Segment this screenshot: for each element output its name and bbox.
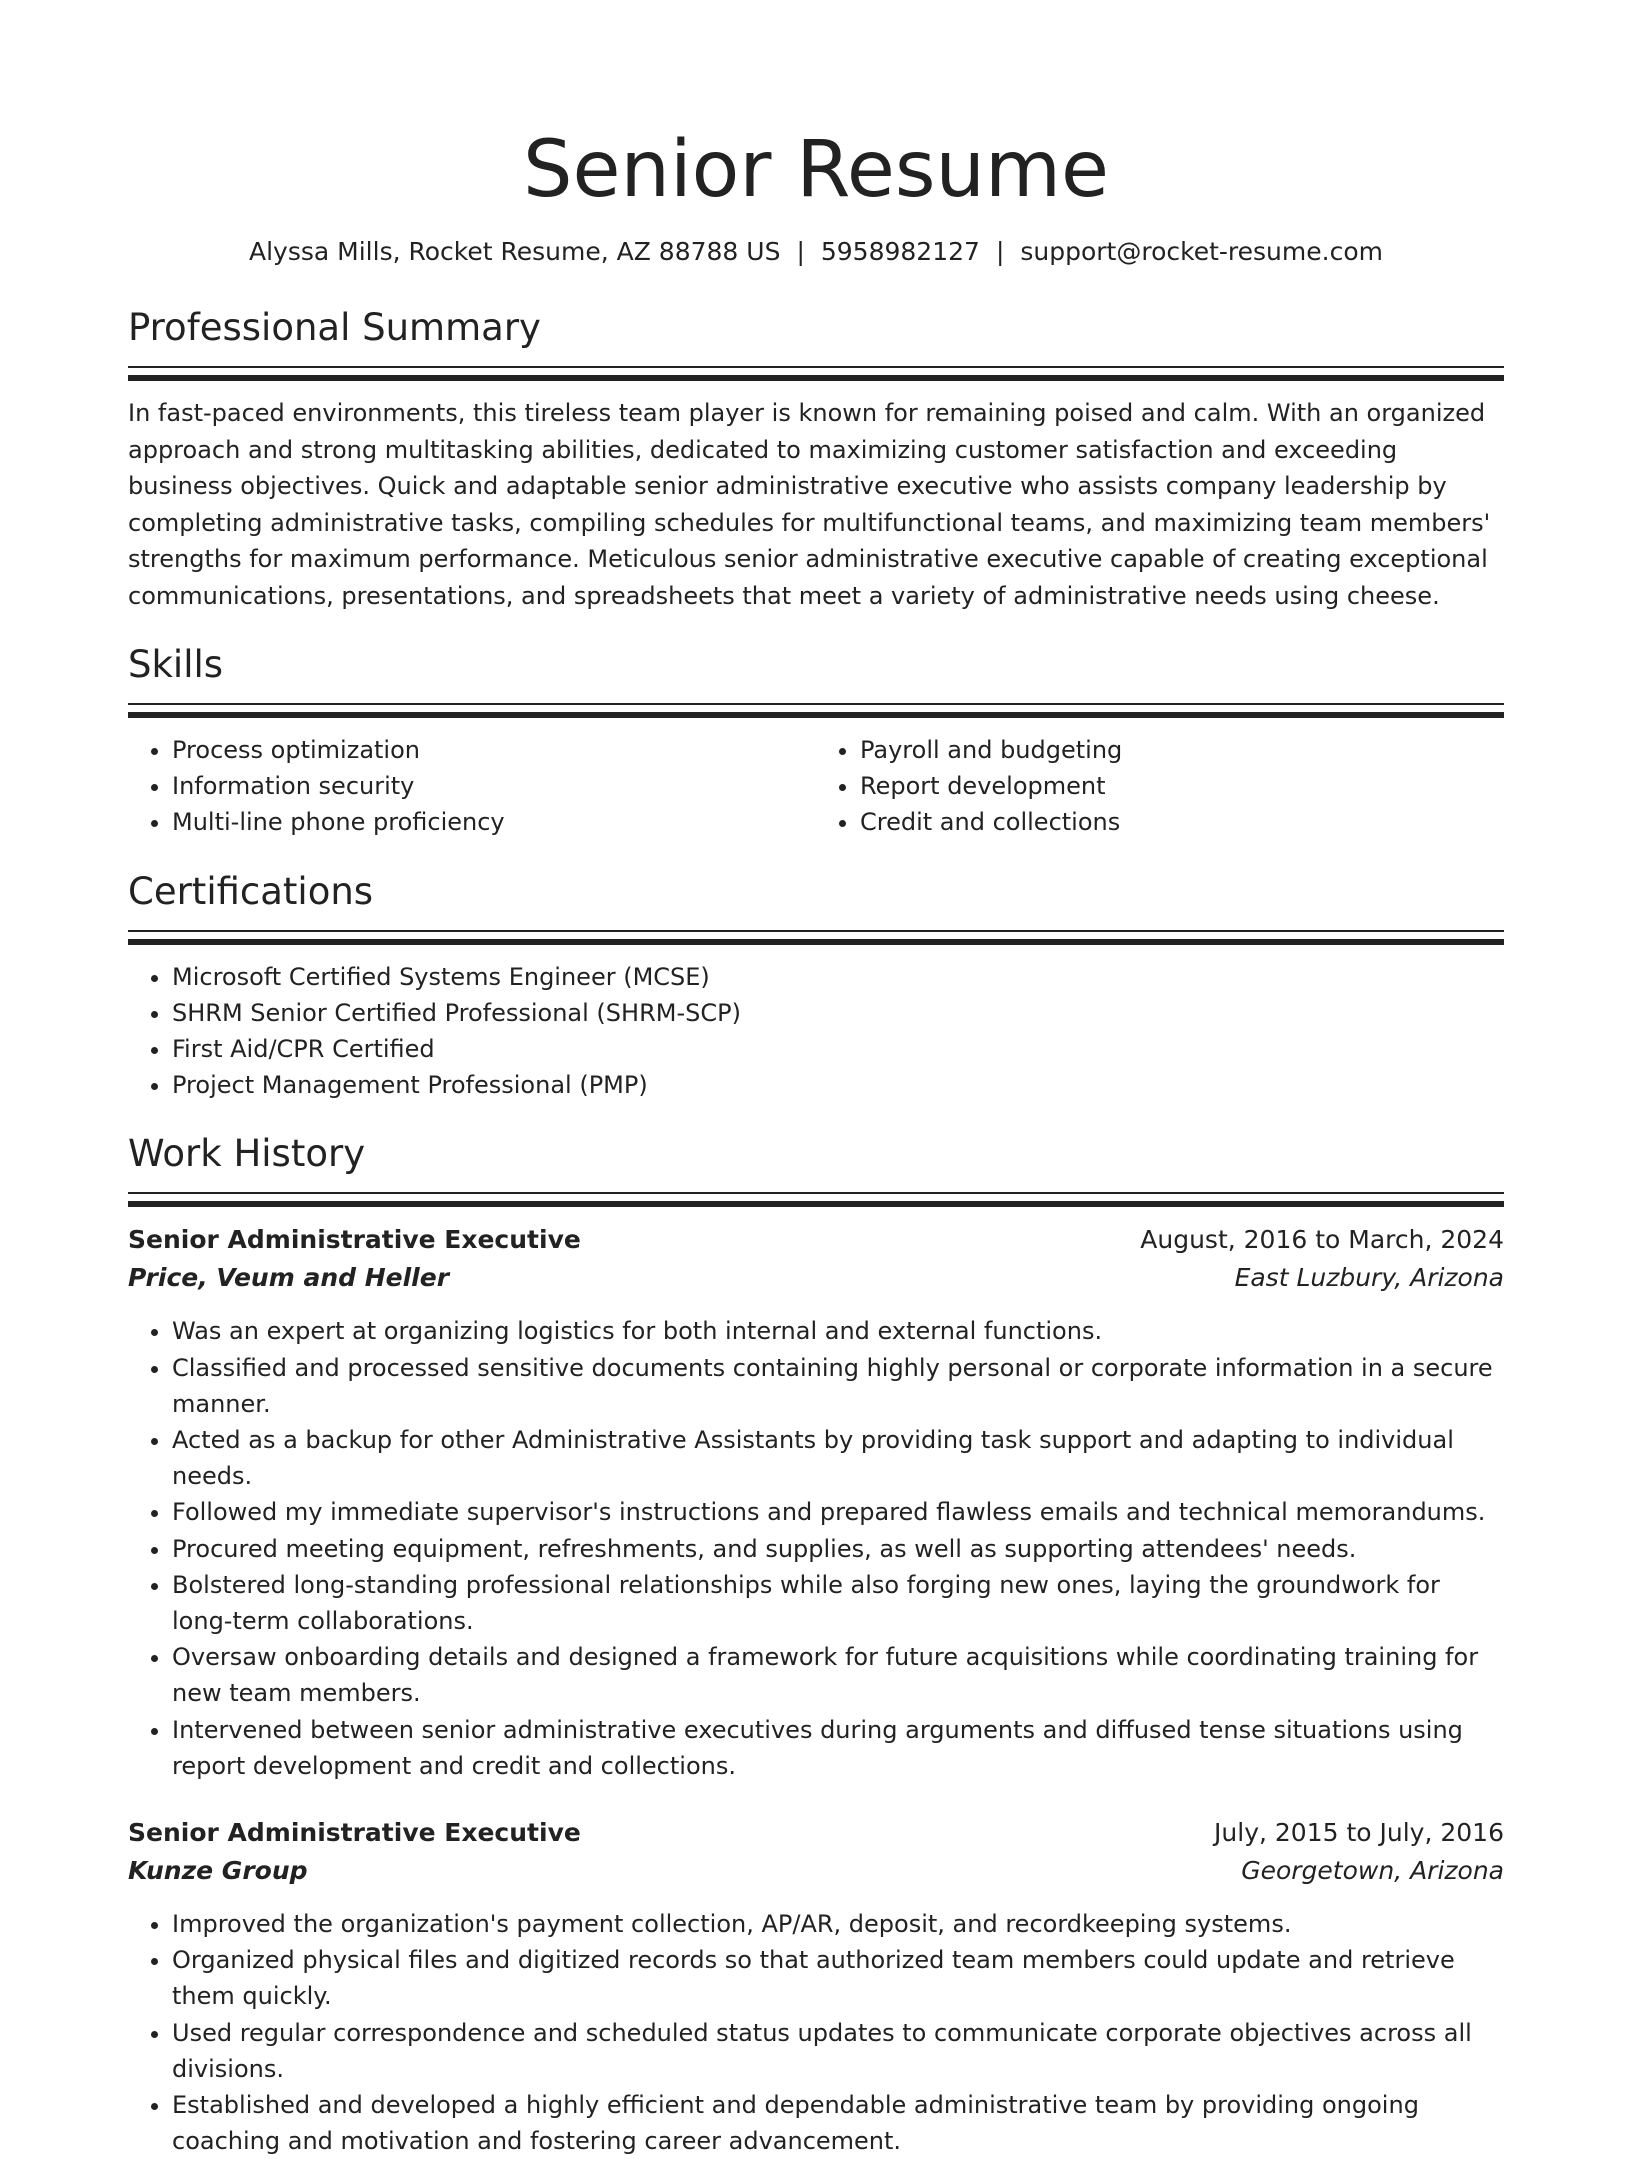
job-dates: August, 2016 to March, 2024	[1140, 1225, 1504, 1255]
contact-separator: |	[796, 237, 805, 266]
certifications-heading: Certifications	[128, 869, 374, 913]
section-divider	[128, 930, 1504, 945]
skill-item: • Credit and collections	[860, 804, 1504, 840]
skills-list-left	[128, 732, 816, 841]
job-bullet: • Organized physical files and digitized records so that authorized team members could update and retrieve them quickly.	[172, 1942, 1504, 2014]
job-bullet: • Intervened between senior administrative executives during arguments and diffused tense situations using report development and credit and collections.	[172, 1712, 1504, 1784]
skills-grid	[128, 732, 1504, 841]
certification-item: • First Aid/CPR Certified	[172, 1031, 1504, 1067]
work-history-heading: Work History	[128, 1132, 366, 1176]
certifications-section	[128, 868, 1504, 1104]
job-bullet: • Classified and processed sensitive documents containing highly personal or corporate information in a secure manner.	[172, 1350, 1504, 1422]
job-entry	[128, 1221, 1504, 1784]
work-history-section	[128, 1130, 1504, 2159]
skills-section	[128, 641, 1504, 841]
job-bullet: • Used regular correspondence and scheduled status updates to communicate corporate objectives across all divisions.	[172, 2015, 1504, 2087]
skills-list-right	[816, 732, 1504, 841]
job-bullets	[128, 1313, 1504, 1784]
skill-item: • Information security	[172, 768, 816, 804]
job-bullet: • Bolstered long-standing professional relationships while also forging new ones, laying the groundwork for long-term collaborations.	[172, 1567, 1504, 1639]
job-title: Senior Administrative Executive	[128, 1225, 581, 1255]
section-divider	[128, 703, 1504, 718]
job-bullet: • Improved the organization's payment collection, AP/AR, deposit, and recordkeeping systems.	[172, 1906, 1504, 1942]
contact-separator: |	[995, 237, 1005, 266]
job-header-row	[128, 1814, 1504, 1852]
job-header-row	[128, 1221, 1504, 1259]
job-bullet: • Established and developed a highly efficient and dependable administrative team by providing ongoing coaching and motivation and fostering career advancement.	[172, 2087, 1504, 2159]
job-bullet: • Followed my immediate supervisor's instructions and prepared flawless emails and technical memorandums.	[172, 1494, 1504, 1530]
job-bullet: • Was an expert at organizing logistics for both internal and external functions.	[172, 1313, 1504, 1349]
contact-email: support@rocket-resume.com	[1020, 237, 1383, 266]
skills-heading: Skills	[128, 643, 224, 686]
job-dates: July, 2015 to July, 2016	[1214, 1818, 1504, 1848]
resume-title: Senior Resume	[523, 125, 1109, 215]
job-company: Kunze Group	[128, 1856, 308, 1886]
skill-item: • Report development	[860, 768, 1504, 804]
section-divider	[128, 366, 1504, 381]
job-bullets	[128, 1906, 1504, 2159]
job-location: Georgetown, Arizona	[1241, 1856, 1504, 1886]
section-divider	[128, 1192, 1504, 1207]
job-bullet: • Acted as a backup for other Administrative Assistants by providing task support and adapting to individual needs.	[172, 1422, 1504, 1494]
skill-item: • Multi-line phone proficiency	[172, 804, 816, 840]
job-company: Price, Veum and Heller	[128, 1263, 450, 1293]
certification-item: • SHRM Senior Certified Professional (SHRM-SCP)	[172, 995, 1504, 1031]
job-title: Senior Administrative Executive	[128, 1818, 581, 1848]
skill-item: • Process optimization	[172, 732, 816, 768]
certification-item: • Project Management Professional (PMP)	[172, 1067, 1504, 1103]
job-bullet: • Oversaw onboarding details and designed a framework for future acquisitions while coordinating training for new team members.	[172, 1639, 1504, 1711]
summary-heading: Professional Summary	[128, 306, 541, 349]
job-subheader-row	[128, 1852, 1504, 1890]
job-subheader-row	[128, 1259, 1504, 1297]
summary-text: In fast-paced environments, this tireless team player is known for remaining poised and calm. With an organized approach and strong multitasking abilities, dedicated to maximizing customer satisfaction and exceeding business objectives. Quick and adaptable senior administrative executive who assists company leadership by completing administrative tasks, compiling schedules for multifunctional teams, and maximizing team members' strengths for maximum performance. Meticulous senior administrative executive capable of creating exceptional communications, presentations, and spreadsheets that meet a variety of administrative needs using cheese.	[128, 399, 1491, 610]
contact-address: Alyssa Mills, Rocket Resume, AZ 88788 US	[249, 237, 781, 266]
job-location: East Luzbury, Arizona	[1234, 1263, 1504, 1293]
summary-section	[128, 304, 1504, 614]
certifications-list	[128, 959, 1504, 1104]
certification-item: • Microsoft Certified Systems Engineer (MCSE)	[172, 959, 1504, 995]
contact-phone: 5958982127	[820, 237, 980, 266]
job-bullet: • Procured meeting equipment, refreshments, and supplies, as well as supporting attendees' needs.	[172, 1531, 1504, 1567]
job-entry	[128, 1814, 1504, 2159]
contact-line	[128, 232, 1504, 272]
skill-item: • Payroll and budgeting	[860, 732, 1504, 768]
